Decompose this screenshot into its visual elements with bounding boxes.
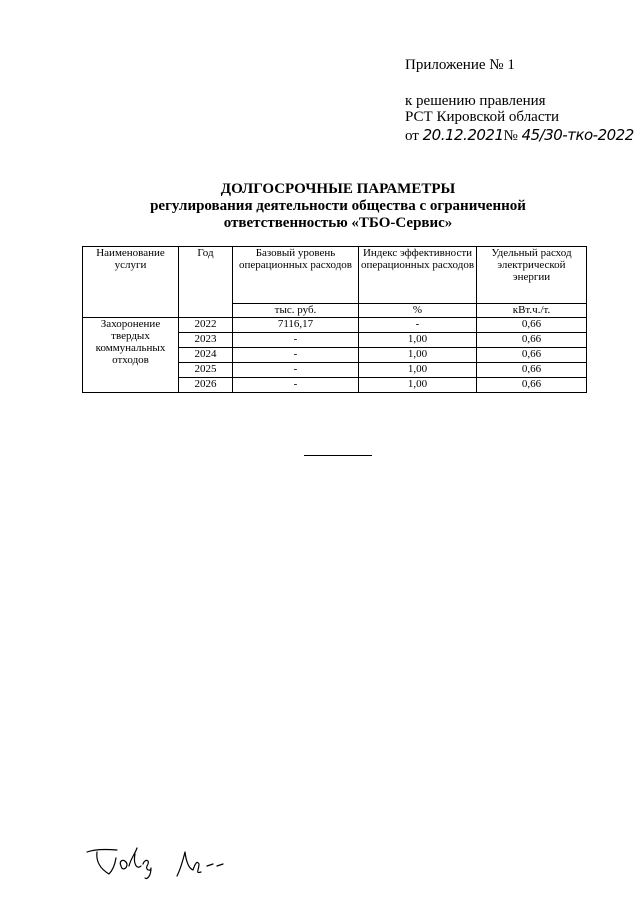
closing-divider [304, 455, 372, 456]
row-index: 1,00 [359, 363, 477, 378]
row-base: - [233, 378, 359, 393]
table-row [83, 318, 587, 333]
document-subtitle-1: регулирования деятельности общества с ограниченной [150, 198, 526, 214]
number-sign: № [503, 128, 518, 144]
decision-number: 45/30-тко-2022 [521, 126, 634, 144]
row-year: 2022 [179, 318, 233, 333]
parameters-table [82, 246, 587, 393]
row-base: - [233, 333, 359, 348]
row-index: 1,00 [359, 348, 477, 363]
decision-date: 20.12.2021 [422, 126, 504, 144]
row-index: - [359, 318, 477, 333]
row-energy: 0,66 [477, 318, 587, 333]
row-year: 2025 [179, 363, 233, 378]
unit-energy: кВт.ч./т. [477, 304, 587, 318]
row-energy: 0,66 [477, 333, 587, 348]
from-prefix: от [405, 128, 419, 144]
row-base: - [233, 348, 359, 363]
row-year: 2026 [179, 378, 233, 393]
service-name: Захоронение твердых коммунальных отходов [83, 318, 179, 393]
row-energy: 0,66 [477, 363, 587, 378]
signature-mark [85, 840, 245, 885]
row-energy: 0,66 [477, 378, 587, 393]
row-year: 2023 [179, 333, 233, 348]
header-service: Наименование услуги [83, 247, 179, 318]
table-header-row [83, 247, 587, 304]
header-energy: Удельный расход электрической энергии [477, 247, 587, 304]
row-base: 7116,17 [233, 318, 359, 333]
header-year: Год [179, 247, 233, 318]
authority-line: РСТ Кировской области [405, 109, 560, 125]
decision-line: к решению правления [405, 93, 546, 109]
decision-ref [405, 126, 634, 145]
unit-base: тыс. руб. [233, 304, 359, 318]
document-title: ДОЛГОСРОЧНЫЕ ПАРАМЕТРЫ [220, 181, 456, 197]
row-energy: 0,66 [477, 348, 587, 363]
appendix-label: Приложение № 1 [405, 57, 515, 73]
document-subtitle-2: ответственностью «ТБО-Сервис» [223, 215, 453, 231]
row-year: 2024 [179, 348, 233, 363]
header-index: Индекс эффективности операционных расходов [359, 247, 477, 304]
row-index: 1,00 [359, 378, 477, 393]
header-base: Базовый уровень операционных расходов [233, 247, 359, 304]
unit-index: % [359, 304, 477, 318]
row-index: 1,00 [359, 333, 477, 348]
row-base: - [233, 363, 359, 378]
